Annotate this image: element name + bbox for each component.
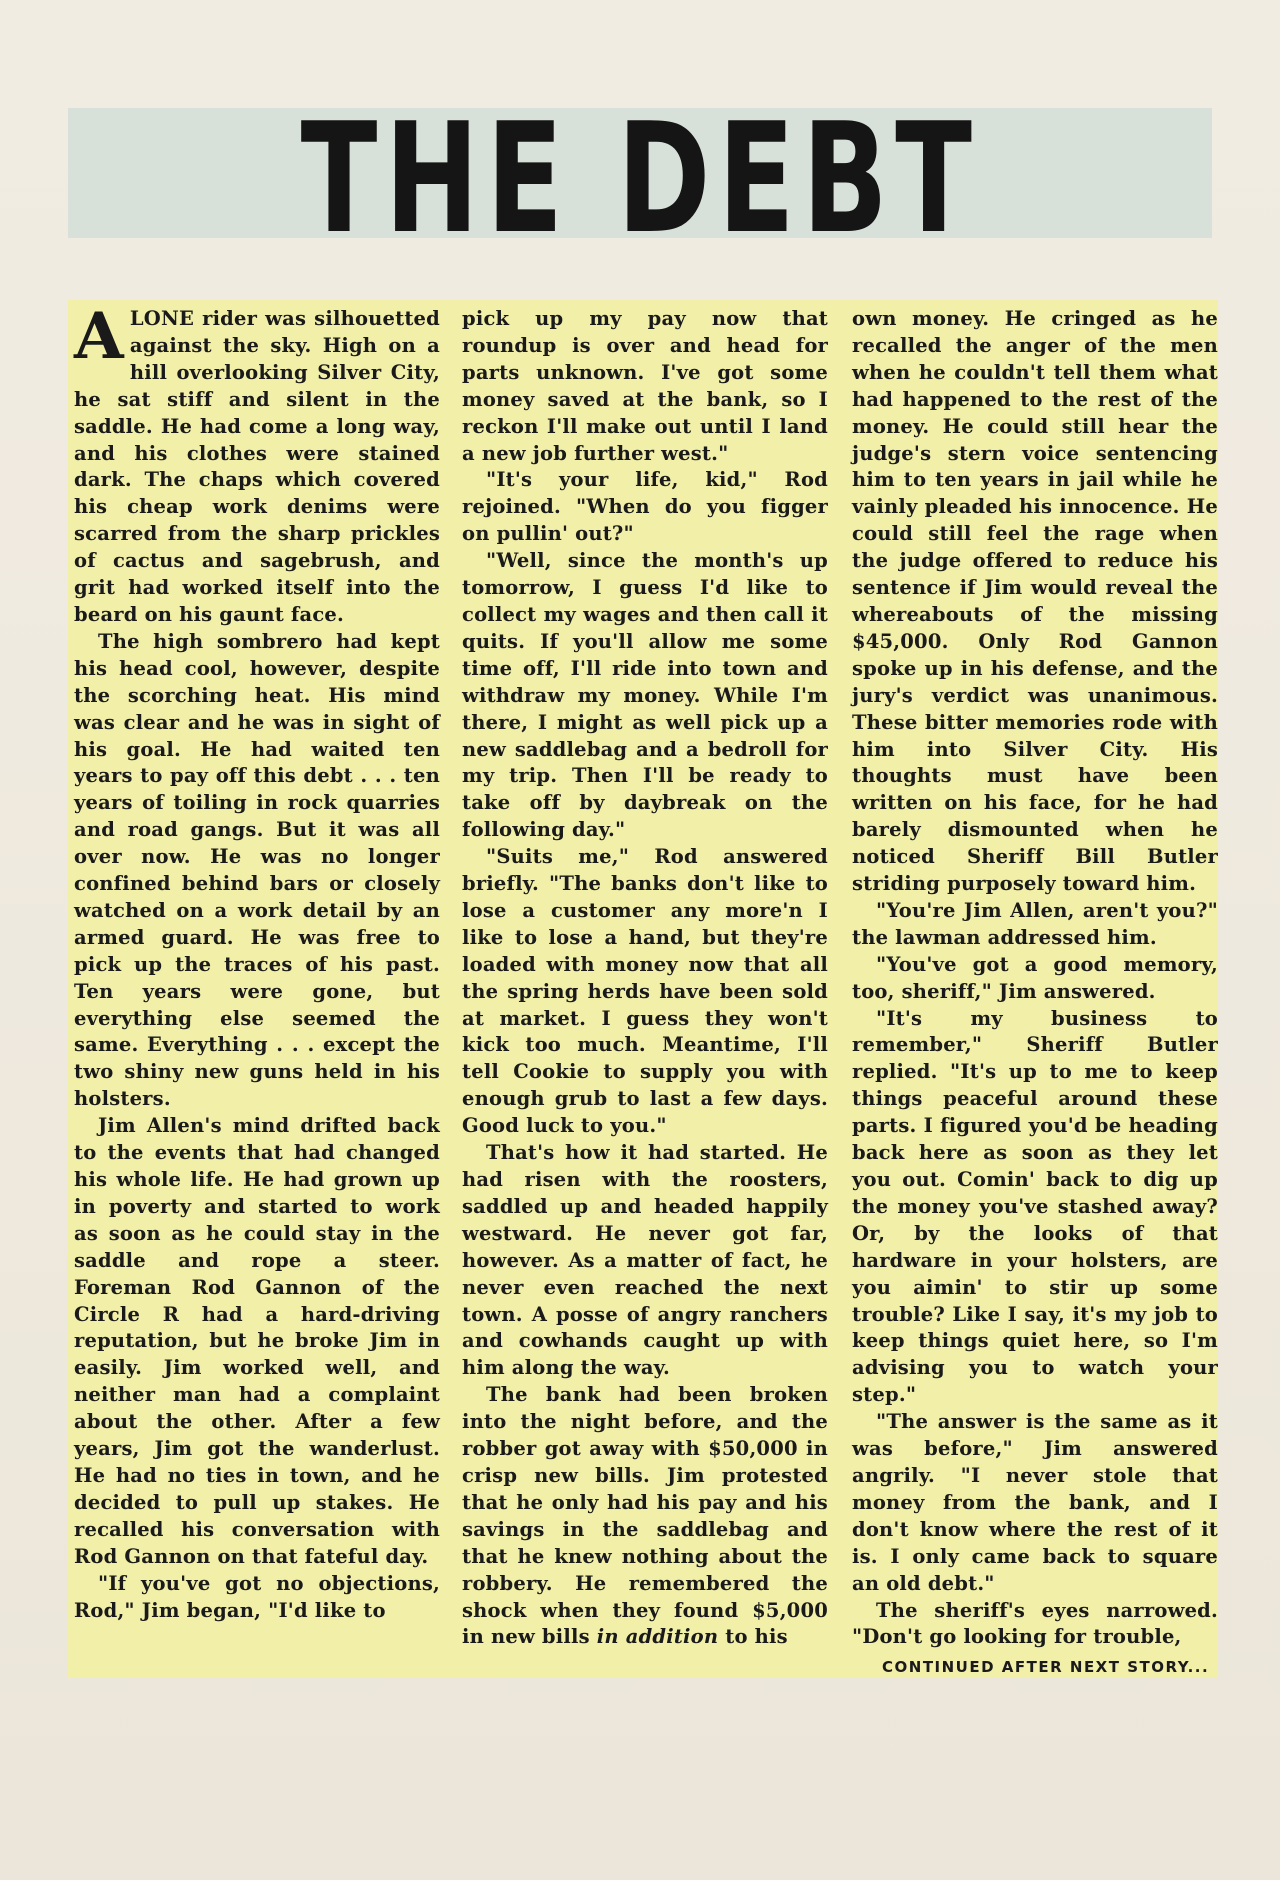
text-column-2 — [462, 306, 828, 1651]
paragraph: Jim Allen's mind drifted back to the events that had changed his whole life. He had grown up in poverty and started to work as soon as he could stay in the saddle and rope a steer. Foreman Rod Gannon of the Circle R had a hard-driving reputation, but he broke Jim in easily. Jim worked well, and neither man had a complaint about the other. After a few years, Jim got the wanderlust. He had no ties in town, and he decided to pull up stakes. He recalled his conversation with Rod Gannon on that fateful day. — [74, 1114, 440, 1568]
paragraph: "The answer is the same as it was before," Jim answered angrily. "I never stole that money from the bank, and I don't know where the rest of it is. I only came back to square an old debt." — [852, 1410, 1218, 1595]
continued-notice: CONTINUED AFTER NEXT STORY... — [882, 1658, 1210, 1676]
paragraph: The sheriff's eyes narrowed. "Don't go looking for trouble, — [852, 1598, 1218, 1649]
drop-cap: A — [74, 299, 124, 374]
paragraph: That's how it had started. He had risen with the roosters, saddled up and headed happily westward. He never got far, however. As a matter of fact, he never even reached the next town. A posse of angry ranchers and cowhands caught up with him along the way. — [462, 1141, 828, 1380]
story-title: THE DEBT — [300, 90, 980, 267]
paragraph: "Well, since the month's up tomorrow, I guess I'd like to collect my wages and then call it quits. If you'll allow me some time off, I'll ride into town and withdraw my money. While I'm there, I might as well pick up a new saddlebag and a bedroll for my trip. Then I'll be ready to take off by daybreak on the following day." — [462, 549, 828, 842]
paragraph: ALONE rider was silhouetted against the sky. High on a hill overlooking Silver City, he sat stiff and silent in the saddle. He had come a long way, and his clothes were stained dark. The chaps which covered his cheap work denims were scarred from the sharp prickles of cactus and sagebrush, and grit had worked itself into the beard on his gaunt face. — [74, 299, 440, 626]
paragraph: The high sombrero had kept his head cool, however, despite the scorching heat. His mind was clear and he was in sight of his goal. He had waited ten years to pay off this debt . . . ten years of toiling in rock quarries and road gangs. But it was all over now. He was no longer confined behind bars or closely watched on a work detail by an armed guard. He was free to pick up the traces of his past. Ten years were gone, but everything else seemed the same. Everything . . . except the two shiny new guns held in his holsters. — [74, 629, 440, 1111]
paragraph: "You've got a good memory, too, sheriff," Jim answered. — [852, 952, 1218, 1003]
paragraph: "Suits me," Rod answered briefly. "The banks don't like to lose a customer any more'n I like to lose a hand, but they're loaded with money now that all the spring herds have been sold at market. I guess they won't kick too much. Meantime, I'll tell Cookie to supply you with enough grub to last a few days. Good luck to you." — [462, 845, 828, 1138]
paragraph: own money. He cringed as he recalled the anger of the men when he couldn't tell them what had happened to the rest of the money. He could still hear the judge's stern voice sentencing him to ten years in jail while he vainly pleaded his innocence. He could still feel the rage when the judge offered to reduce his sentence if Jim would reveal the whereabouts of the missing $45,000. Only Rod Gannon spoke up in his defense, and the jury's verdict was unanimous. These bitter memories rode with him into Silver City. His thoughts must have been written on his face, for he had barely dismounted when he noticed Sheriff Bill Butler striding purposely toward him. — [852, 307, 1218, 896]
paragraph: "If you've got no objections, Rod," Jim began, "I'd like to — [74, 1571, 440, 1622]
paragraph: "It's your life, kid," Rod rejoined. "When do you figger on pullin' out?" — [462, 468, 828, 546]
italic-emphasis: in addition — [596, 1625, 719, 1649]
text-column-1 — [74, 299, 440, 1624]
text-column-3 — [852, 306, 1218, 1651]
paragraph: pick up my pay now that roundup is over and head for parts unknown. I've got some money saved at the bank, so I reckon I'll make out until I land a new job further west." — [462, 307, 828, 465]
paragraph: "It's my business to remember," Sheriff Butler replied. "It's up to me to keep things peaceful around these parts. I figured you'd be heading back here as soon as they let you out. Comin' back to dig up the money you've stashed away? Or, by the looks of that hardware in your holsters, are you aimin' to stir up some trouble? Like I say, it's my job to keep things quiet here, so I'm advising you to watch your step." — [852, 1006, 1218, 1407]
paragraph: "You're Jim Allen, aren't you?" the lawman addressed him. — [852, 898, 1218, 949]
paragraph: The bank had been broken into the night before, and the robber got away with $50,000 in crisp new bills. Jim protested that he only had his pay and his savings in the saddlebag and that he knew nothing about the robbery. He remembered the shock when they found $5,000 in new bills in addition to his — [462, 1383, 828, 1649]
